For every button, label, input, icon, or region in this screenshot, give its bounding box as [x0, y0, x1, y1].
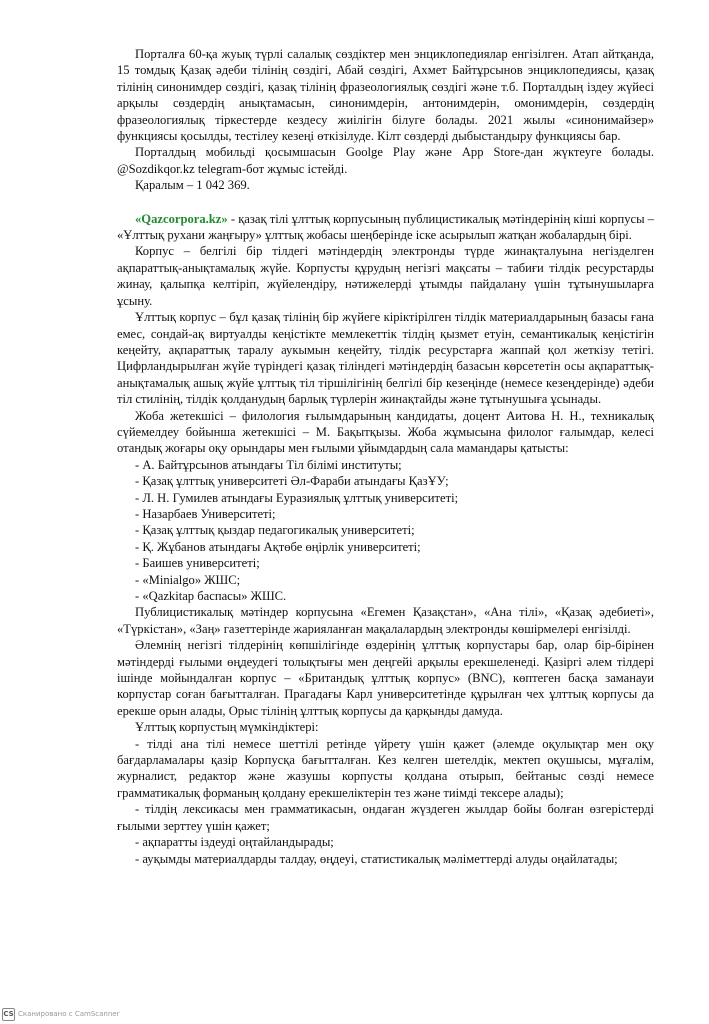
paragraph-qazcorpora-intro [117, 211, 654, 244]
paragraph-capabilities-heading: Ұлттық корпустың мүмкіндіктері: [135, 720, 319, 735]
list-item: - Қазақ ұлттық университеті Әл-Фараби атындағы ҚазҰУ; [135, 474, 449, 489]
paragraph-capability-analysis: - ауқымды материалдарды талдау, өңдеуі, статистикалық мәліметтерді алуды оңайлатады; [135, 851, 618, 866]
list-item: - Назарбаев Университеті; [135, 506, 276, 521]
paragraph-capability-teaching: - тілді ана тілі немесе шеттілі ретінде үйрету үшін қажет (әлемде оқулықтар мен оқу бағдарламалары қазір Корпусқа бағытталған. Кез келген шетелдік, мектеп оқушысы, мұғалім, журналист, редактор және жазушы корпусты қолдана отырып, бейтаныс сөзді немесе грамматикалық форманың қолдану ерекшеліктерін тез және тиімді тексере алады); [117, 736, 654, 800]
camscanner-logo: CS [2, 1008, 15, 1021]
site-name-link[interactable]: «Qazcorpora.kz» [135, 211, 228, 226]
paragraph-corpus-definition: Корпус – белгілі бір тілдегі мәтіндердің электронды түрде жинақталуына негізделген ақпараттық-анықтамалық жүйе. Корпусты құрудың негізгі мақсаты – табиғи тілдік ресурстарды жинау, қалыпқа келтіріп, жүйелендіру, нәтижелерді ұтымды пайдалану үшін тұтынушыларға ұсыну. [117, 244, 654, 308]
scanner-footer [2, 1007, 119, 1021]
document-body [117, 46, 654, 867]
paragraph-project-leaders: Жоба жетекшісі – филология ғылымдарының кандидаты, доцент Аитова Н. Н., техникалық сүйемелдеу бойынша жетекшісі – М. Бақытқызы. Жоба жұмысына филолог ғалымдар, келесі отандық жоғары оқу орындары мен ғылыми ұйымдардың сала мамандары қатысты: [117, 408, 654, 456]
list-item: - Баишев университеті; [135, 556, 260, 571]
paragraph-capability-research: - тілдің лексикасы мен грамматикасын, ондаған жүздеген жылдар бойы болған өзгерістерді ғылыми зерттеу үшін қажет; [117, 802, 654, 833]
list-item: - Қазақ ұлттық қыздар педагогикалық университеті; [135, 523, 415, 538]
paragraph-mobile-app: Порталдың мобильді қосымшасын Goolge Play және App Store-дан жүктеуге болады. @Sozdikqor.kz telegram-бот жұмыс істейді. [117, 145, 654, 176]
scanner-watermark: Сканировано с CamScanner [18, 1010, 120, 1018]
list-item: - А. Байтұрсынов атындағы Тіл білімі институты; [135, 457, 402, 472]
list-item: - «Qazkitap баспасы» ЖШС. [135, 589, 287, 603]
list-item: - Л. Н. Гумилев атындағы Еуразиялық ұлттық университеті; [135, 490, 459, 505]
list-item: - «Minialgo» ЖШС; [135, 572, 241, 587]
paragraph-national-corpus: Ұлттық корпус – бұл қазақ тілінің бір жүйеге кіріктірілген тілдік материалдарының базасы ғана емес, сондай-ақ виртуалды кеңістікте мемлекеттік тілдің қызмет етуін, семантикалық кеңістігін кеңейту, ақпараттық таралу аукымын кеңейту, тілдік ресурстарға жаппай қол жеткізу тетігі. Цифрландырылған жүйе түріндегі қазақ тіліндегі мәтіндердің базасын көрсететін осы ақпараттық-анықтамалық ашық жүйе ұлттық тіл тіршілігінің белгілі бір кезеңінде (немесе кезеңдерінде) әдеби тіл стилінің, тілдік қолданудың барлық түрлерін жинақтайды және тұтынушыға ұсынады. [117, 310, 654, 407]
section-gap [117, 194, 654, 211]
paragraph-world-corpora: Әлемнің негізгі тілдерінің көпшілігінде өздерінің ұлттық корпустары бар, олар бір-бірінен мәтіндерді ғылыми өңдеудегі толықтығы мен деңгейі арқылы ерекшеленеді. Қазіргі әлем тілдері ішінде мойындалған корпус – «Британдық ұлттық корпус» (BNC), көптеген басқа заманауи корпустар соған бағытталған. Прагадағы Карл университетінде құрылған чех ұлттық корпусы да ерекше орын алады, Орыс тілінің ұлттық корпусы да қарқынды дамуда. [117, 638, 654, 718]
paragraph-views-count: Қаралым – 1 042 369. [135, 178, 250, 193]
institutions-list [117, 457, 654, 605]
paragraph-capability-search: - ақпаратты іздеуді оңтайландырады; [135, 835, 334, 850]
qazcorpora-intro-text: - қазақ тілі ұлттық корпусының публицистикалық мәтіндерінің кіші корпусы – «Ұлттық рухани жаңғыру» ұлттық жобасы шеңберінде іске асырылып жатқан жобалардың бірі. [117, 211, 654, 243]
paragraph-portal-dictionaries: Порталға 60-қа жуық түрлі салалық сөздіктер мен энциклопедиялар енгізілген. Атап айтқанда, 15 томдық Қазақ әдеби тілінің сөздігі, Абай сөздігі, Ахмет Байтұрсынов энциклопедиясы, қазақ тілінің синонимдер сөздігі, қазақ тілінің фразеологиялық сөздігі және т.б. Порталдың іздеу жүйесі арқылы сөздердің анықтамасын, синонимдерін, антонимдерін, омонимдерін, сөздердің фразеологиялық тіркестерде кездесу жиілігін білуге болады. 2021 жылы «синонимайзер» функциясы қосылды, тестілеу кезеңі өткізілуде. Кілт сөздерді дыбыстандыру функциясы бар. [117, 47, 654, 144]
paragraph-newspapers: Публицистикалық мәтіндер корпусына «Егемен Қазақстан», «Ана тілі», «Қазақ әдебиеті», «Түркістан», «Заң» газеттерінде жарияланған мақалалардың электронды көшірмелері енгізілді. [117, 605, 654, 636]
list-item: - Қ. Жұбанов атындағы Ақтөбе өңірлік университеті; [135, 539, 421, 554]
